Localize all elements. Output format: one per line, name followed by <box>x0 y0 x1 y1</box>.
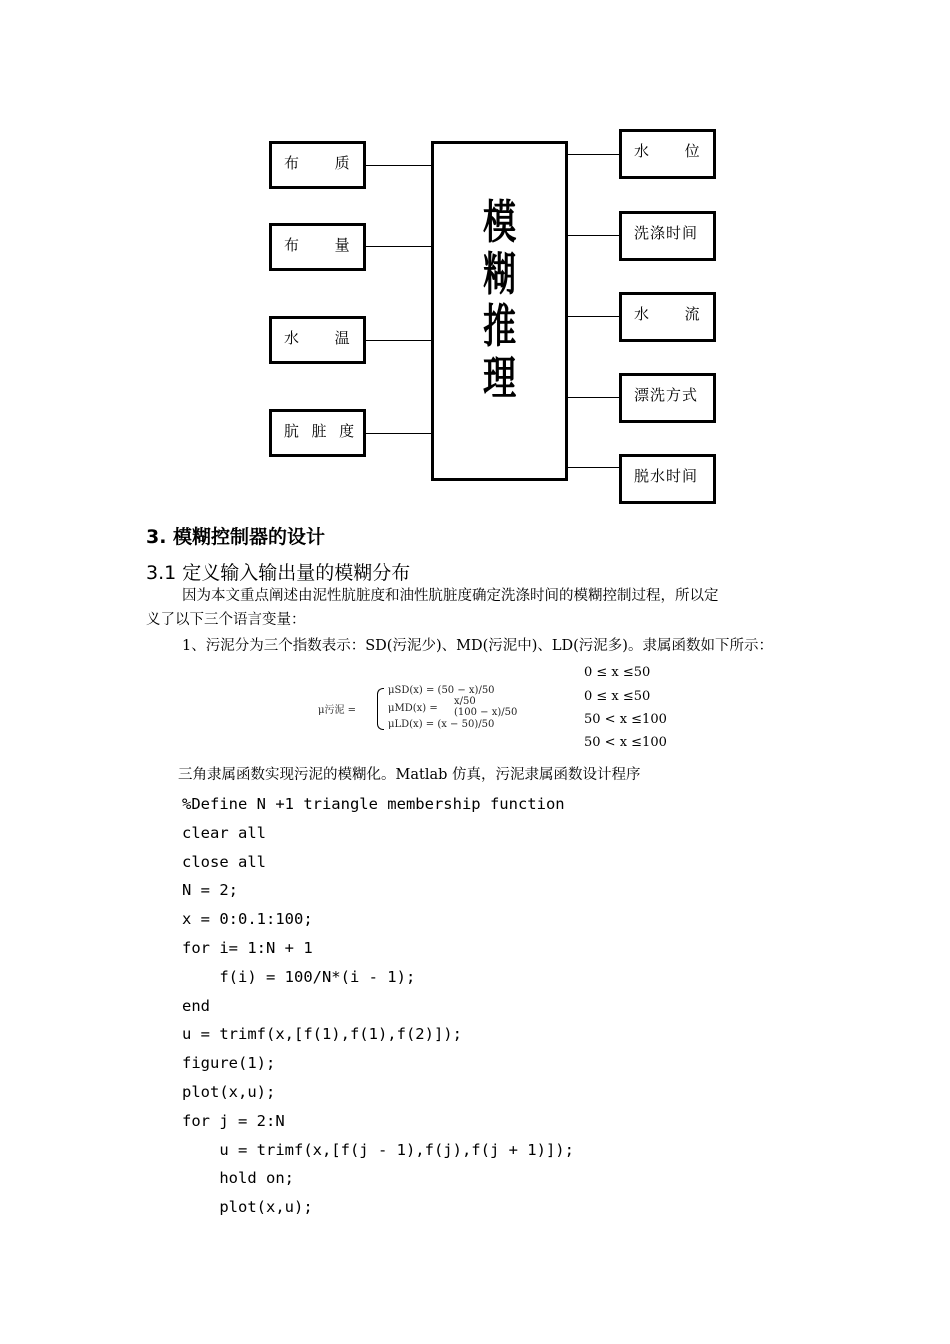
input-label: 水 温 <box>284 329 351 347</box>
connector-line <box>568 154 620 155</box>
code-line: u = trimf(x,[f(j - 1),f(j),f(j + 1)]); <box>182 1140 574 1159</box>
code-line: end <box>182 996 210 1015</box>
input-label: 肮 脏 度 <box>284 422 356 440</box>
connector-line <box>365 165 431 166</box>
input-box-cloth-type <box>269 141 366 189</box>
code-line: close all <box>182 852 266 871</box>
connector-line <box>568 316 620 317</box>
output-box-wash-time <box>619 211 716 261</box>
code-line: figure(1); <box>182 1054 276 1073</box>
output-label: 漂洗方式 <box>634 386 699 404</box>
triangle-text: 三角隶属函数实现污泥的模糊化。Matlab 仿真，污泥隶属函数设计程序 <box>178 767 641 783</box>
output-label: 水 流 <box>634 305 701 323</box>
code-line: N = 2; <box>182 881 238 900</box>
connector-line <box>365 340 431 341</box>
code-line: for i= 1:N + 1 <box>182 938 313 957</box>
connector-line <box>568 397 620 398</box>
code-line: plot(x,u); <box>182 1198 313 1217</box>
input-box-dirtiness <box>269 409 366 457</box>
connector-line <box>568 235 620 236</box>
input-label: 布 量 <box>284 236 351 254</box>
formula-condition: 0 ≤ x ≤50 <box>584 689 651 704</box>
center-label-char: 模 <box>482 195 517 249</box>
formula-brace <box>377 688 384 730</box>
intro-paragraph-line1: 因为本文重点阐述由泥性肮脏度和油性肮脏度确定洗涤时间的模糊控制过程，所以定 <box>182 588 719 604</box>
output-label: 水 位 <box>634 142 701 160</box>
section-title: 3. 模糊控制器的设计 <box>146 526 326 548</box>
output-label: 脱水时间 <box>634 467 699 485</box>
formula-row-sd: μSD(x) = (50 − x)/50 <box>388 685 495 696</box>
connector-line <box>568 467 620 468</box>
input-box-water-temp <box>269 316 366 364</box>
code-line: for j = 2:N <box>182 1111 285 1130</box>
code-line: f(i) = 100/N*(i - 1); <box>182 967 416 986</box>
code-line: x = 0:0.1:100; <box>182 910 313 929</box>
output-box-water-level <box>619 129 716 179</box>
code-line: u = trimf(x,[f(1),f(1),f(2)]); <box>182 1025 462 1044</box>
formula-row-ld: μLD(x) = (x − 50)/50 <box>388 719 495 730</box>
item-1-text: 1、污泥分为三个指数表示：SD(污泥少)、MD(污泥中)、LD(污泥多)。隶属函数如下所示： <box>182 638 773 654</box>
formula-row-md: μMD(x) = <box>388 703 438 714</box>
fuzzy-inference-box <box>431 141 568 481</box>
intro-paragraph-line2: 义了以下三个语言变量： <box>146 612 306 628</box>
connector-line <box>365 246 431 247</box>
output-label: 洗涤时间 <box>634 224 699 242</box>
code-line: hold on; <box>182 1169 294 1188</box>
code-line: clear all <box>182 823 266 842</box>
output-box-rinse-mode <box>619 373 716 423</box>
formula-row-md-b: (100 − x)/50 <box>454 707 518 718</box>
formula-condition: 0 ≤ x ≤50 <box>584 665 651 680</box>
center-label-char: 推 <box>482 299 517 353</box>
output-box-water-flow <box>619 292 716 342</box>
formula-condition: 50 < x ≤100 <box>584 735 667 750</box>
formula-condition: 50 < x ≤100 <box>584 712 667 727</box>
connector-line <box>365 433 431 434</box>
subsection-title: 3.1 定义输入输出量的模糊分布 <box>146 562 411 584</box>
code-line: plot(x,u); <box>182 1082 276 1101</box>
code-line: %Define N +1 triangle membership function <box>182 795 565 813</box>
formula-lhs: μ污泥 = <box>318 705 357 716</box>
input-box-cloth-amount <box>269 223 366 271</box>
center-label-char: 理 <box>482 351 517 405</box>
matlab-code-block <box>182 790 574 1222</box>
formula-row-md-a: x/50 <box>454 696 476 707</box>
input-label: 布 质 <box>284 154 351 172</box>
output-box-spin-time <box>619 454 716 504</box>
center-label-char: 糊 <box>482 247 517 301</box>
